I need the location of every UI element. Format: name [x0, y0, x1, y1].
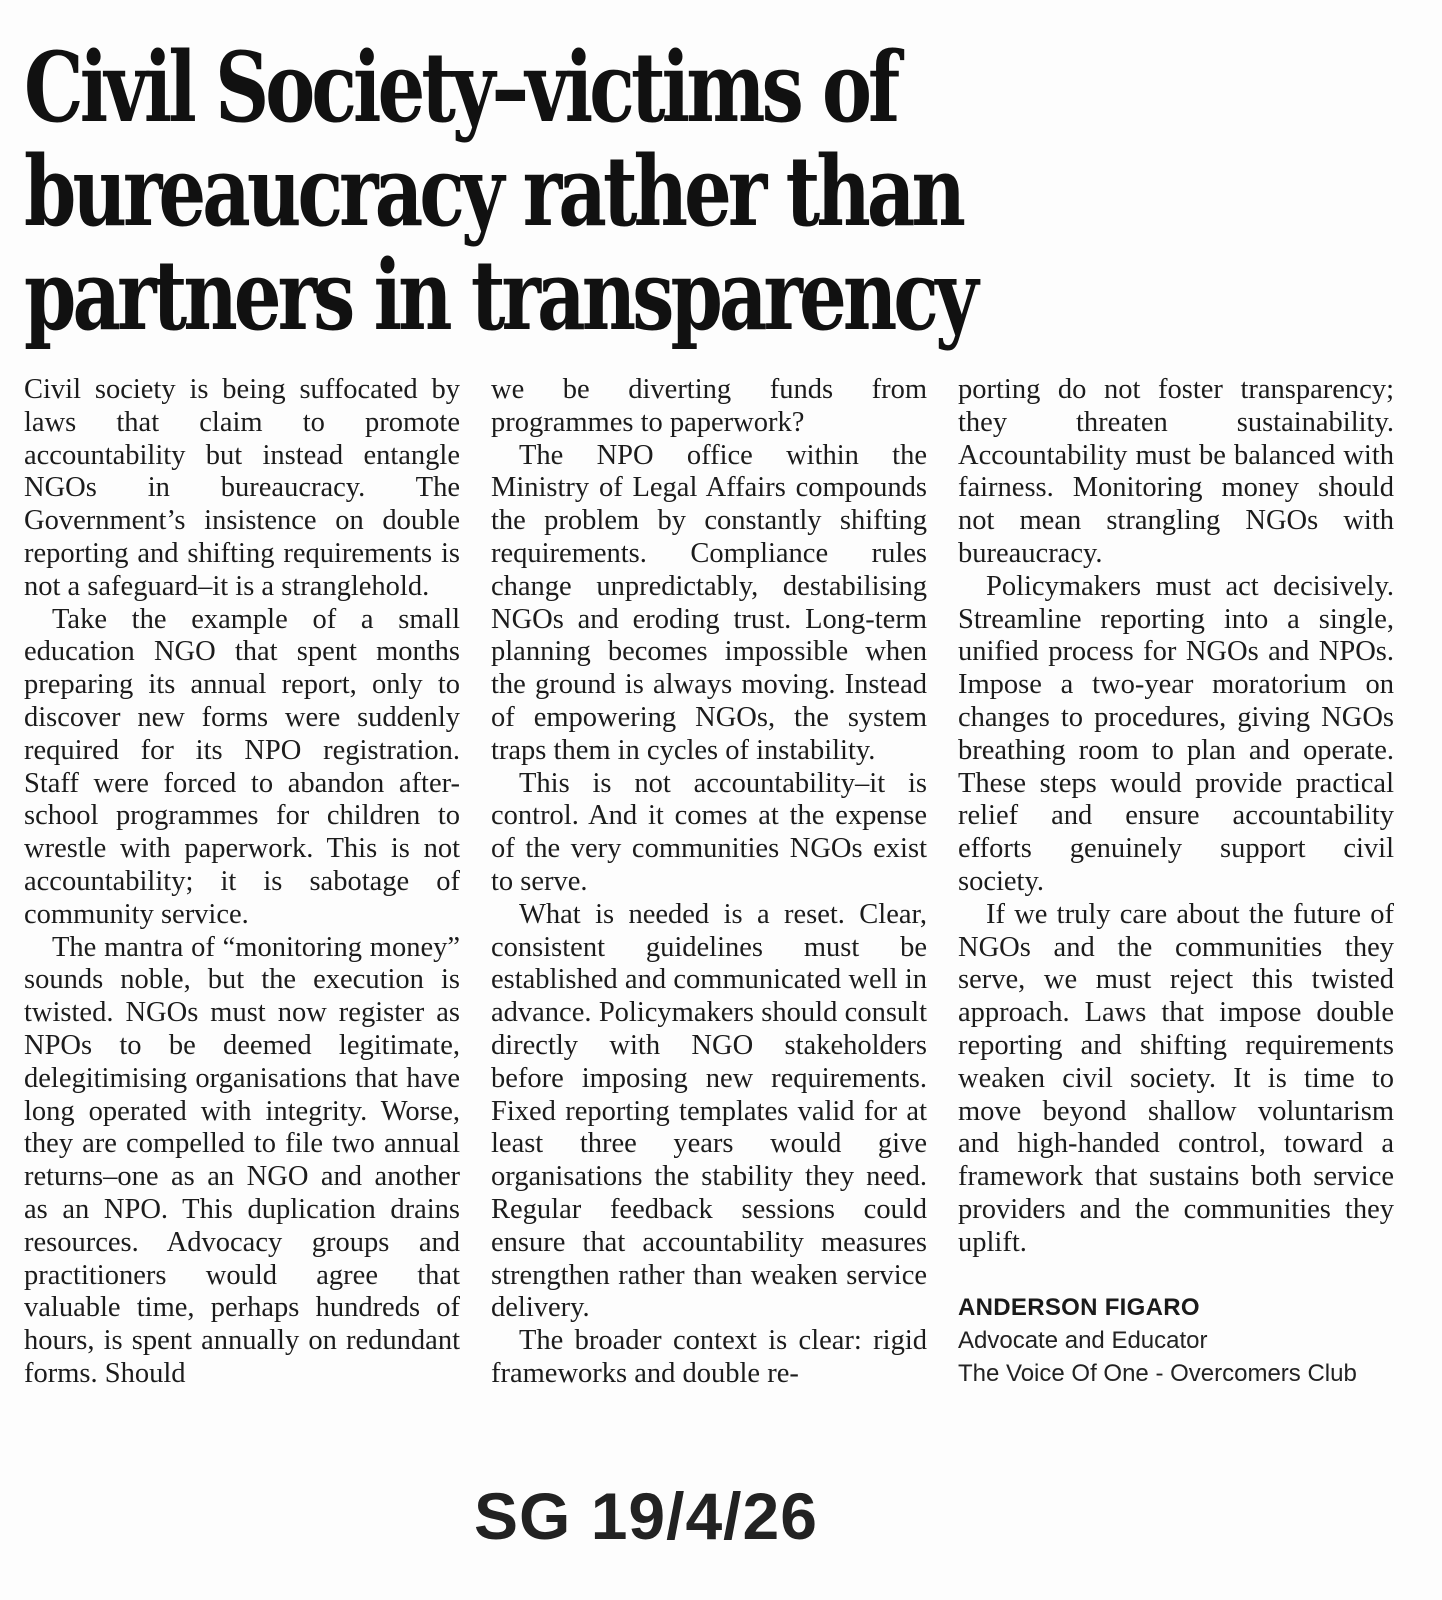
article-headline [24, 31, 975, 352]
author-name: ANDERSON FIGARO [958, 1293, 1200, 1321]
column-3 [958, 374, 1394, 1390]
paragraph: porting do not foster transparency; they threaten sustainability. Accountability must be balanced with fairness. Monitoring money should not mean strangling NGOs with bureaucracy. [958, 374, 1394, 569]
paragraph: The broader context is clear: rigid frameworks and double re- [491, 1325, 927, 1389]
headline-line-3: partners in transparency [24, 239, 975, 352]
paragraph: Take the example of a small education NGO that spent months preparing its annual report, only to discover new forms were suddenly required for its NPO registration. Staff were forced to abandon after-school programmes for children to wrestle with paperwork. This is not accountability; it is sabotage of community service. [24, 603, 460, 930]
headline-line-1: Civil Society–victims of [24, 31, 897, 144]
column-2 [491, 374, 927, 1391]
column-1 [24, 374, 460, 1391]
paragraph: This is not accountability–it is control. And it comes at the expense of the very communities NGOs exist to serve. [491, 767, 927, 897]
date-stamp: SG 19/4/26 [474, 1479, 818, 1553]
paragraph: The mantra of “monitoring money” sounds noble, but the execution is twisted. NGOs must now register as NPOs to be deemed legitimate, delegitimising organisations that have long operated with integrity. Worse, they are compelled to file two annual returns–one as an NGO and another as an NPO. This duplication drains resources. Advocacy groups and practitioners would agree that valuable time, perhaps hundreds of hours, is spent annually on redundant forms. Should [24, 931, 460, 1389]
paragraph: we be diverting funds from programmes to paperwork? [491, 374, 927, 438]
headline-line-2: bureaucracy rather than [24, 135, 963, 248]
paragraph: What is needed is a reset. Clear, consistent guidelines must be established and communicated well in advance. Policymakers should consult directly with NGO stakeholders before imposing new requirements. Fixed reporting templates valid for at least three years would give organisations the stability they need. Regular feedback sessions could ensure that accountability measures strengthen rather than weaken service delivery. [491, 898, 927, 1324]
paragraph: Policymakers must act decisively. Streamline reporting into a single, unified process for NGOs and NPOs. Impose a two-year moratorium on changes to procedures, giving NGOs breathing room to plan and operate. These steps would provide practical relief and ensure accountability efforts genuinely support civil society. [958, 570, 1394, 897]
author-byline [958, 1292, 1394, 1390]
paragraph: Civil society is being suffocated by laws that claim to promote accountability but instead entangle NGOs in bureaucracy. The Government’s insistence on double reporting and shifting requirements is not a safeguard–it is a stranglehold. [24, 374, 460, 602]
author-role: Advocate and Educator [958, 1326, 1208, 1354]
author-organization: The Voice Of One - Overcomers Club [958, 1359, 1357, 1387]
article-body [24, 374, 1394, 1464]
paragraph: The NPO office within the Ministry of Legal Affairs compounds the problem by constantly shifting requirements. Compliance rules change unpredictably, destabilising NGOs and eroding trust. Long-term planning becomes impossible when the ground is always moving. Instead of empowering NGOs, the system traps them in cycles of instability. [491, 439, 927, 766]
paragraph: If we truly care about the future of NGOs and the communities they serve, we must reject this twisted approach. Laws that impose double reporting and shifting requirements weaken civil society. It is time to move beyond shallow voluntarism and high-handed control, toward a framework that sustains both service providers and the communities they uplift. [958, 898, 1394, 1258]
